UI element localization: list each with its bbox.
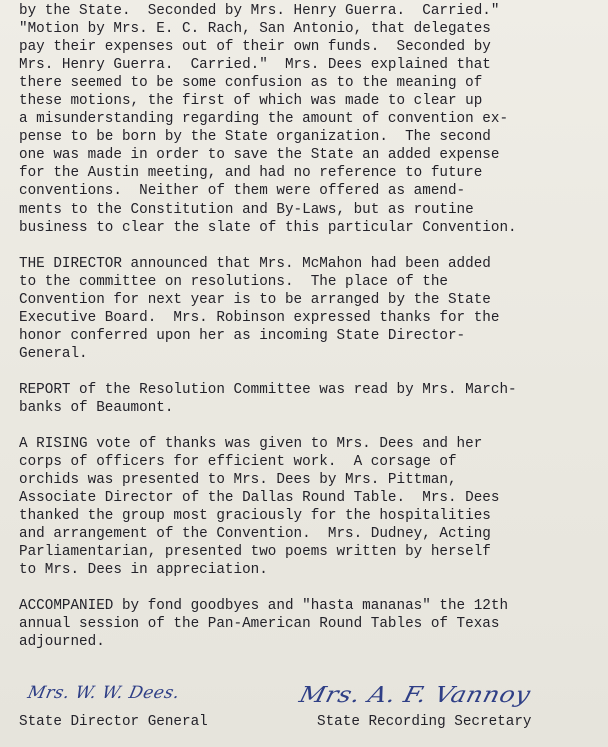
text-line: pense to be born by the State organization. The second [19,129,491,146]
paragraph-spacer [19,417,603,435]
text-line: ACCOMPANIED by fond goodbyes and "hasta mananas" the 12th [19,598,509,615]
text-line: A RISING vote of thanks was given to Mrs. Dees and her [19,435,483,452]
title-state-director-general: State Director General [19,714,208,730]
text-line: and arrangement of the Convention. Mrs. Dudney, Acting [19,526,491,543]
paragraph-spacer [19,237,603,255]
text-line: these motions, the first of which was made to clear up [19,93,483,110]
text-line: orchids was presented to Mrs. Dees by Mrs. Pittman, [19,472,457,489]
text-line: by the State. Seconded by Mrs. Henry Guerra. Carried." [19,3,500,19]
text-line: there seemed to be some confusion as to the meaning of [19,75,483,92]
title-state-recording-secretary: State Recording Secretary [317,714,532,730]
paragraph-spacer [19,579,603,597]
text-line: Parliamentarian, presented two poems written by herself [19,544,491,561]
text-line: business to clear the slate of this particular Convention. [19,219,517,236]
text-line: thanked the group most graciously for the hospitalities [19,508,491,525]
text-line: for the Austin meeting, and had no reference to future [19,165,483,182]
text-line: Convention for next year is to be arranged by the State [19,291,491,308]
text-line: corps of officers for efficient work. A corsage of [19,454,457,471]
text-line: "Motion by Mrs. E. C. Rach, San Antonio, that delegates [19,21,491,38]
text-line: pay their expenses out of their own funds. Seconded by [19,39,491,56]
text-line: honor conferred upon her as incoming State Director- [19,327,466,344]
paragraph-report [19,381,603,417]
text-line: Mrs. Henry Guerra. Carried." Mrs. Dees explained that [19,57,491,74]
text-line: one was made in order to save the State an added expense [19,147,500,164]
paragraph-motions [19,2,603,237]
paragraph-spacer [19,363,603,381]
document-body [19,2,603,652]
text-line: REPORT of the Resolution Committee was read by Mrs. March- [19,381,517,398]
text-line: conventions. Neither of them were offered as amend- [19,183,466,200]
signature-state-director: Mrs. W. W. Dees. [25,683,182,703]
text-line: to Mrs. Dees in appreciation. [19,562,268,579]
text-line: Executive Board. Mrs. Robinson expressed thanks for the [19,309,500,326]
text-line: annual session of the Pan-American Round Tables of Texas [19,616,500,633]
text-line: ments to the Constitution and By-Laws, but as routine [19,201,474,218]
text-line: General. [19,345,88,362]
text-line: a misunderstanding regarding the amount of convention ex- [19,111,509,128]
text-line: Associate Director of the Dallas Round Table. Mrs. Dees [19,490,500,507]
paragraph-director [19,255,603,363]
signature-recording-secretary: Mrs. A. F. Vannoy [296,681,534,708]
text-line: adjourned. [19,634,105,651]
paragraph-adjourned [19,597,603,651]
text-line: to the committee on resolutions. The place of the [19,273,448,290]
text-line: THE DIRECTOR announced that Mrs. McMahon had been added [19,255,491,272]
text-line: banks of Beaumont. [19,399,174,416]
paragraph-rising-vote [19,435,603,579]
